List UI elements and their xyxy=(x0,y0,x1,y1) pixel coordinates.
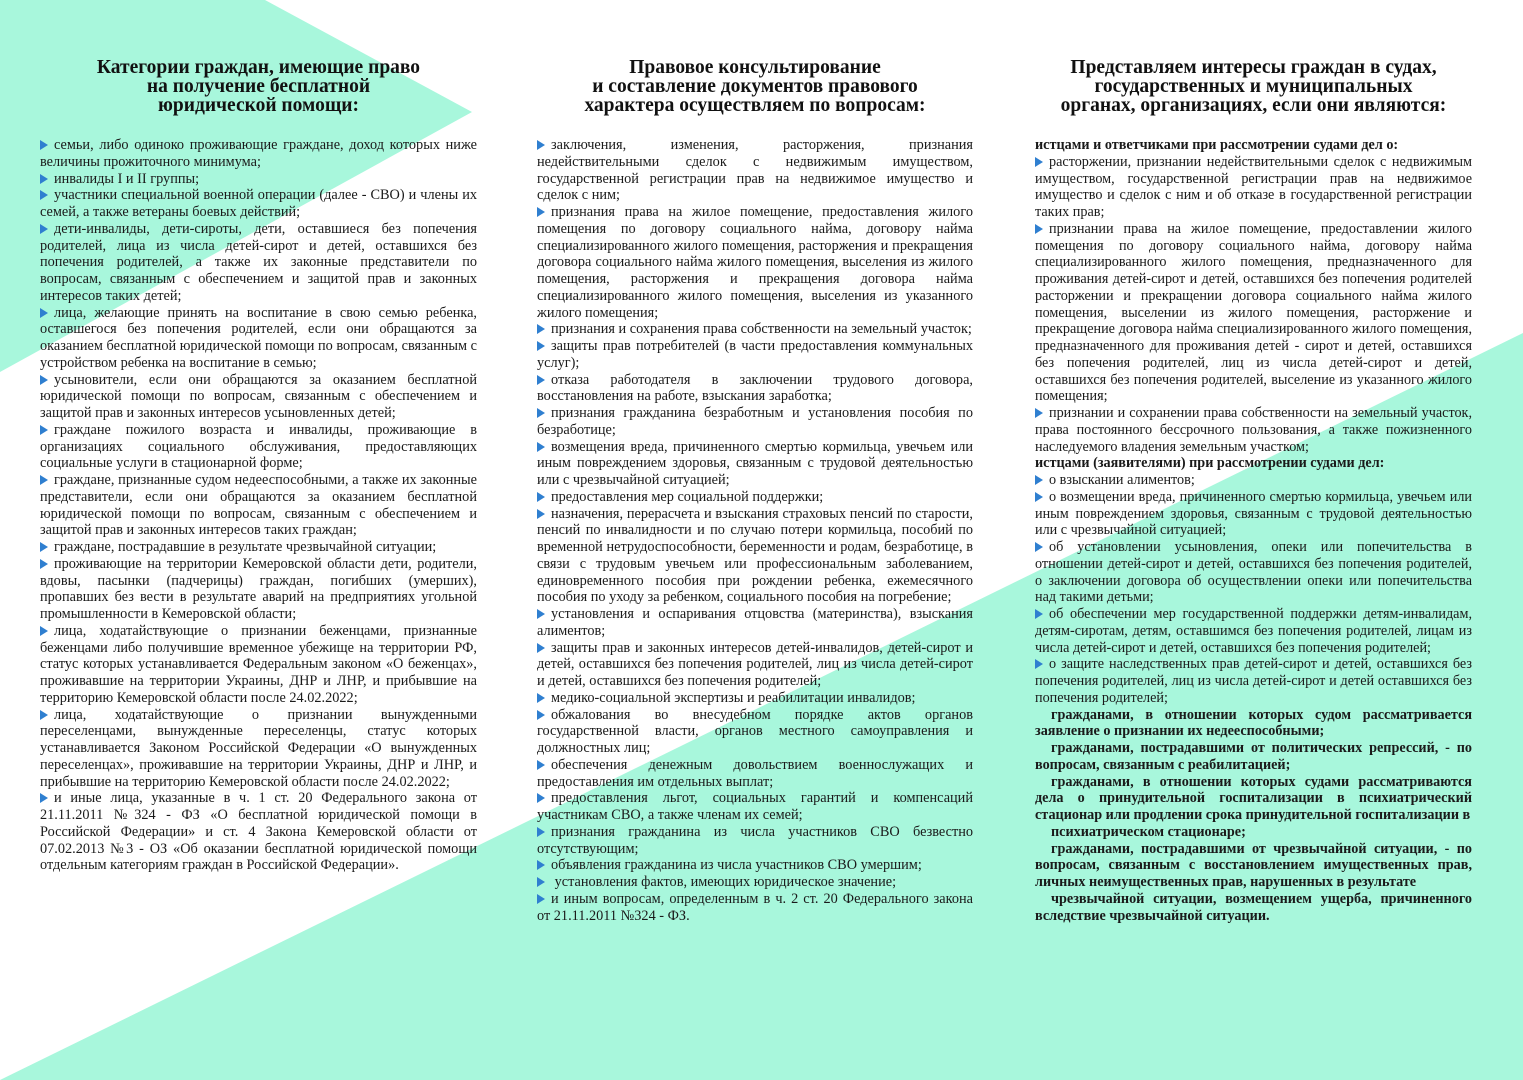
triangle-right-icon xyxy=(537,324,545,334)
list-item: об установлении усыновления, опеки или попечительства в отношении детей-сирот и детей, оставшихся без попечения родителей, о заключении договора об осуществлении опеки или попечительства над такими детьми; xyxy=(1035,539,1472,606)
list-item: установления фактов, имеющих юридическое значение; xyxy=(537,874,973,891)
list-item: предоставления льгот, социальных гарантий и компенсаций участникам СВО, а также членам их семей; xyxy=(537,790,973,823)
triangle-right-icon xyxy=(40,793,48,803)
triangle-right-icon xyxy=(537,793,545,803)
triangle-right-icon xyxy=(537,760,545,770)
bold-paragraph: гражданами, пострадавшими от политических репрессий, - по вопросам, связанным с реабилитацией; xyxy=(1035,740,1472,773)
section-heading: истцами (заявителями) при рассмотрении судами дел: xyxy=(1035,455,1385,472)
list-item: заключения, изменения, расторжения, признания недействительными сделок с недвижимым имуществом, государственной регистрации прав на недвижимое имущество и сделок с ним; xyxy=(537,137,973,204)
triangle-right-icon xyxy=(1035,542,1043,552)
column-eligible-categories xyxy=(40,58,477,874)
triangle-right-icon xyxy=(537,408,545,418)
triangle-right-icon xyxy=(537,140,545,150)
list-item: усыновители, если они обращаются за оказанием бесплатной юридической помощи по вопросам, связанным с обеспечением и защитой прав и законных интересов усыновленных детей; xyxy=(40,371,477,421)
triangle-right-icon xyxy=(537,609,545,619)
bold-paragraph: гражданами, пострадавшими от чрезвычайной ситуации, - по вопросам, связанным с восстановлением имущественных прав, личных неимущественных прав, нарушенных в результате xyxy=(1035,840,1472,890)
list-item: расторжении, признании недействительными сделок с недвижимым имуществом, государственной регистрации прав на недвижимое имущество и сделок с ним и об отказе в государственной регистрации таких прав; xyxy=(1035,153,1472,220)
title-line: органах, организациях, если они являются: xyxy=(1060,95,1447,116)
list-item: граждане, пострадавшие в результате чрезвычайной ситуации; xyxy=(40,539,477,556)
column-title xyxy=(40,58,477,115)
column-consultation-topics xyxy=(537,58,973,924)
triangle-right-icon xyxy=(40,559,48,569)
list-item: семьи, либо одиноко проживающие граждане, доход которых ниже величины прожиточного минимума; xyxy=(40,137,477,170)
triangle-right-icon xyxy=(537,207,545,217)
list-item: признания гражданина из числа участников СВО безвестно отсутствующим; xyxy=(537,823,973,857)
list-item: признании и сохранении права собственности на земельный участок, права постоянного бессрочного пользования, а также пожизненного наследуемого владения земельным участком; xyxy=(1035,405,1472,455)
triangle-right-icon xyxy=(40,190,48,200)
list-item: обжалования во внесудебном порядке актов органов государственной власти, органов местного самоуправления и должностных лиц; xyxy=(537,706,973,756)
list-item: защиты прав и законных интересов детей-инвалидов, детей-сирот и детей, оставшихся без попечения родителей, лиц из числа детей-сирот и детей, оставшихся без попечения родителей; xyxy=(537,639,973,689)
list-item: назначения, перерасчета и взыскания страховых пенсий по старости, пенсий по инвалидности и по случаю потери кормильца, пособий по временной нетрудоспособности, беременности и родам, безработице, в связи с трудовым увечьем или профессиональным заболеванием, единовременного пособия при рождении ребенка, ежемесячного пособия по уходу за ребенком, социального пособия на погребение; xyxy=(537,505,973,606)
triangle-right-icon xyxy=(1035,224,1043,234)
list-item: обеспечения денежным довольствием военнослужащих и предоставления им отдельных выплат; xyxy=(537,756,973,790)
title-line: Правовое консультирование xyxy=(629,57,881,78)
list-item: предоставления мер социальной поддержки; xyxy=(537,489,973,506)
bold-paragraph: гражданами, в отношении которых судом рассматривается заявление о признании их недееспособными; xyxy=(1035,706,1472,740)
list-item: установления и оспаривания отцовства (материнства), взыскания алиментов; xyxy=(537,606,973,639)
list-item: участники специальной военной операции (далее - СВО) и члены их семей, а также ветераны боевых действий; xyxy=(40,187,477,220)
triangle-right-icon xyxy=(537,442,545,452)
list-item: проживающие на территории Кемеровской области дети, родители, вдовы, пасынки (падчерицы) граждан, погибших (умерших), пропавших без вести в результате аварий на предприятиях угольной промышленности в Кемеровской области; xyxy=(40,555,477,622)
triangle-right-icon xyxy=(537,509,545,519)
list-item: и иные лица, указанные в ч. 1 ст. 20 Федерального закона от 21.11.2011 №324 - ФЗ «О бесплатной юридической помощи в Российской Федерации» и ст. 4 Закона Кемеровской области от 07.02.2013 №3 - ОЗ «Об оказании бесплатной юридической помощи отдельным категориям граждан в Российской Федерации». xyxy=(40,790,477,874)
list-item: граждане, признанные судом недееспособными, а также их законные представители, если они обращаются за оказанием бесплатной юридической помощи по вопросам, связанным с обеспечением и защитой прав и законных интересов таких граждан; xyxy=(40,472,477,539)
triangle-right-icon xyxy=(1035,475,1043,485)
triangle-right-icon xyxy=(1035,609,1043,619)
representation-list xyxy=(1035,137,1472,924)
triangle-right-icon xyxy=(537,492,545,502)
triangle-right-icon xyxy=(40,425,48,435)
triangle-right-icon xyxy=(1035,659,1043,669)
triangle-right-icon xyxy=(40,308,48,318)
triangle-right-icon xyxy=(537,693,545,703)
list-item: отказа работодателя в заключении трудового договора, восстановления на работе, взыскания заработка; xyxy=(537,371,973,405)
triangle-right-icon xyxy=(40,710,48,720)
title-line: характера осуществляем по вопросам: xyxy=(584,95,926,116)
bold-paragraph: психиатрическом стационаре; xyxy=(1051,823,1246,840)
triangle-right-icon xyxy=(40,140,48,150)
triangle-right-icon xyxy=(537,341,545,351)
triangle-right-icon xyxy=(537,860,545,870)
list-item: лица, ходатайствующие о признании беженцами, признанные беженцами либо получившие временное убежище на территории РФ, статус которых устанавливается Федеральным законом «О беженцах», проживавшие на территории Украины, ДНР и ЛНР, и прибывшие на территорию Кемеровской области после 24.02.2022; xyxy=(40,622,477,706)
list-item: признания права на жилое помещение, предоставления жилого помещения по договору социального найма, договору найма специализированного жилого помещения, расторжения и прекращения договора социального найма жилого помещения, выселения из жилого помещения, расторжения и прекращения договора найма специализированного жилого помещения, выселения из указанного жилого помещения; xyxy=(537,204,973,321)
title-line: Категории граждан, имеющие право xyxy=(96,57,421,78)
triangle-right-icon xyxy=(537,827,545,837)
triangle-right-icon xyxy=(537,710,545,720)
triangle-right-icon xyxy=(40,174,48,184)
list-item: объявления гражданина из числа участников СВО умершим; xyxy=(537,857,973,874)
list-item: о защите наследственных прав детей-сирот и детей, оставшихся без попечения родителей, лиц из числа детей-сирот и детей оставшихся без попечения родителей; xyxy=(1035,656,1472,706)
title-line: и составление документов правового xyxy=(592,76,918,97)
triangle-right-icon xyxy=(537,877,545,887)
triangle-right-icon xyxy=(40,375,48,385)
title-line: на получение бесплатной xyxy=(146,76,371,97)
category-list xyxy=(40,137,477,874)
list-item: признания и сохранения права собственности на земельный участок; xyxy=(537,321,973,338)
section-heading: истцами и ответчиками при рассмотрении судами дел о: xyxy=(1035,137,1399,153)
list-item: инвалиды I и II группы; xyxy=(40,171,477,188)
bold-paragraph: гражданами, в отношении которых судами рассматриваются дела о принудительной госпитализации в психиатрический стационар или продлении срока принудительной госпитализации в xyxy=(1035,773,1472,823)
column-title xyxy=(1035,58,1472,115)
bold-paragraph: чрезвычайной ситуации, возмещением ущерба, причиненного вследствие чрезвычайной ситуации. xyxy=(1035,890,1472,924)
list-item: лица, желающие принять на воспитание в свою семью ребенка, оставшегося без попечения родителей, если они обращаются за оказанием бесплатной юридической помощи по вопросам, связанным с устройством ребенка на воспитание в семью; xyxy=(40,304,477,371)
triangle-right-icon xyxy=(40,626,48,636)
column-title xyxy=(537,58,973,115)
triangle-right-icon xyxy=(537,375,545,385)
list-item: дети-инвалиды, дети-сироты, дети, оставшиеся без попечения родителей, лица из числа детей-сирот и детей, оставшихся без попечения родителей, а также их законные представители по вопросам, связанным с обеспечением и защитой прав и законных интересов таких детей; xyxy=(40,220,477,304)
list-item: о взыскании алиментов; xyxy=(1035,472,1472,489)
triangle-right-icon xyxy=(40,224,48,234)
topic-list xyxy=(537,137,973,924)
list-item: граждане пожилого возраста и инвалиды, проживающие в организациях социального обслуживания, предоставляющих социальные услуги в стационарной форме; xyxy=(40,421,477,472)
list-item: о возмещении вреда, причиненного смертью кормильца, увечьем или иным повреждением здоровья, связанным с трудовой деятельностью или с чрезвычайной ситуацией; xyxy=(1035,488,1472,539)
list-item: лица, ходатайствующие о признании вынужденными переселенцами, вынужденные переселенцы, статус которых устанавливается Законом Российской Федерации «О вынужденных переселенцах», проживавшие на территории Украины, ДНР и ЛНР, и прибывшие на территорию Кемеровской области после 24.02.2022; xyxy=(40,706,477,790)
title-line: Представляем интересы граждан в судах, xyxy=(1070,57,1437,78)
list-item: возмещения вреда, причиненного смертью кормильца, увечьем или иным повреждением здоровья, связанным с трудовой деятельностью или с чрезвычайной ситуацией; xyxy=(537,438,973,488)
triangle-right-icon xyxy=(1035,157,1043,167)
triangle-right-icon xyxy=(1035,492,1043,502)
title-line: государственных и муниципальных xyxy=(1094,76,1413,97)
list-item: защиты прав потребителей (в части предоставления коммунальных услуг); xyxy=(537,338,973,371)
triangle-right-icon xyxy=(40,542,48,552)
list-item: и иным вопросам, определенным в ч. 2 ст. 20 Федерального закона от 21.11.2011 №324 - ФЗ. xyxy=(537,890,973,924)
triangle-right-icon xyxy=(537,643,545,653)
list-item: об обеспечении мер государственной поддержки детям-инвалидам, детям-сиротам, детям, оставшимся без попечения родителей, лицам из числа детей-сирот и детей, оставшихся без попечения родителей; xyxy=(1035,606,1472,656)
triangle-right-icon xyxy=(40,475,48,485)
list-item: признании права на жилое помещение, предоставлении жилого помещения по договору социального найма, договору найма специализированного жилого помещения, предназначенного для проживания детей-сирот и детей, оставшихся без попечения родителей расторжении и прекращении договора социального найма жилого помещения, выселении из жилого помещения, расторжение и прекращение договора найма специализированного жилого помещения, предназначенного для проживания детей - сирот и детей, оставшихся без попечения родителей, лиц из числа детей-сирот и детей, оставшихся без попечения родителей, выселение из указанного жилого помещения; xyxy=(1035,220,1472,405)
list-item: медико-социальной экспертизы и реабилитации инвалидов; xyxy=(537,690,973,707)
list-item: признания гражданина безработным и установления пособия по безработице; xyxy=(537,405,973,438)
triangle-right-icon xyxy=(537,894,545,904)
triangle-right-icon xyxy=(1035,408,1043,418)
column-court-representation xyxy=(1035,58,1472,924)
title-line: юридической помощи: xyxy=(157,95,360,116)
